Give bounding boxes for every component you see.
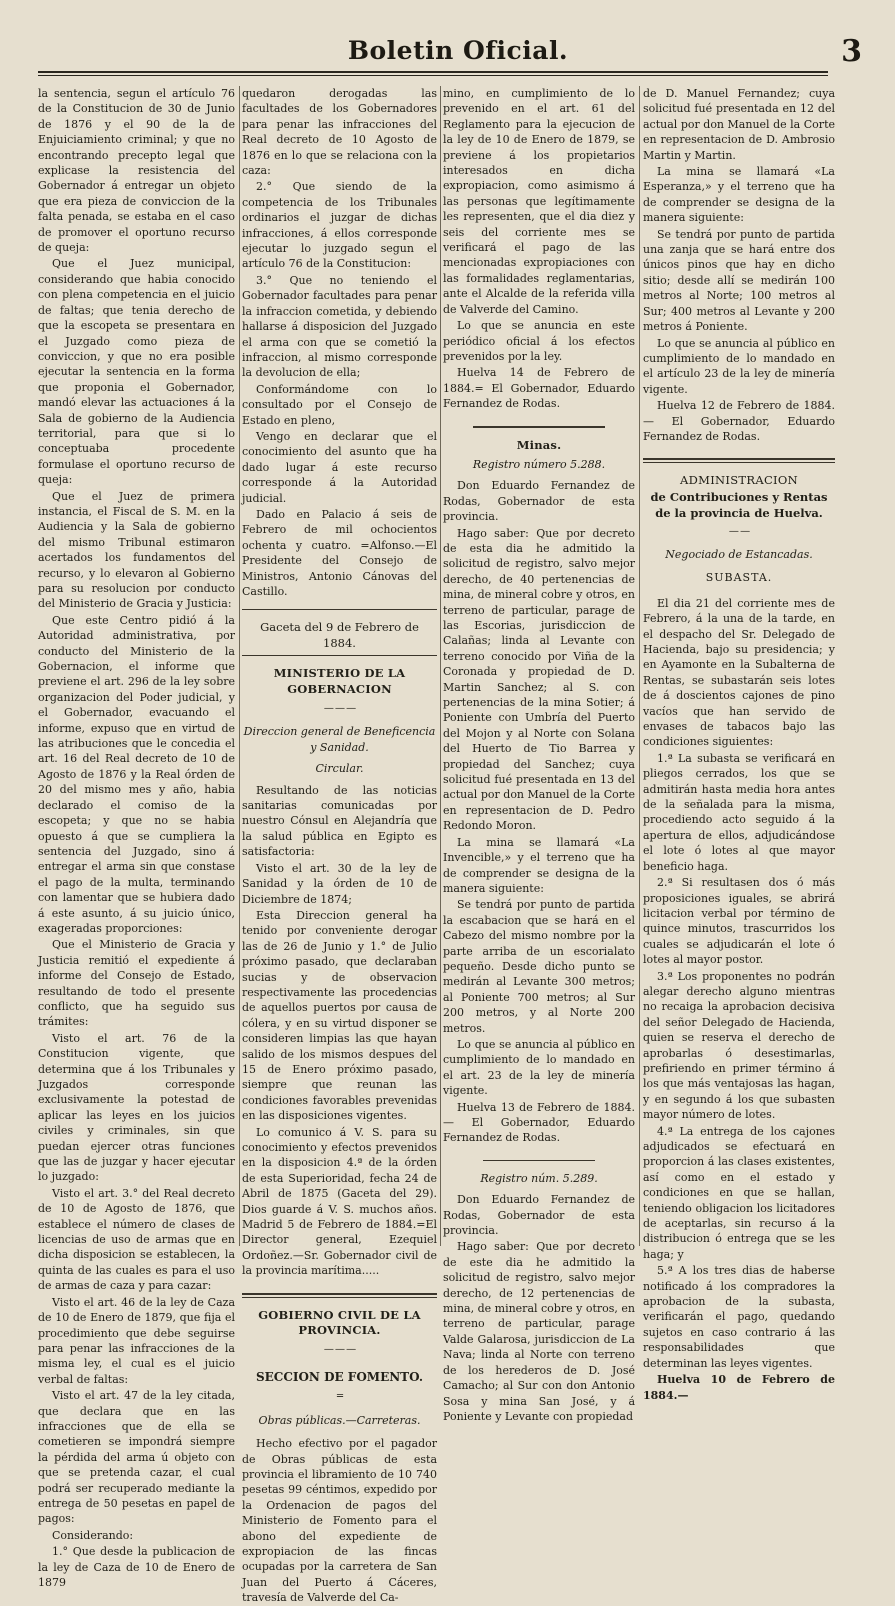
paragraph: Huelva 12 de Febrero de 1884.— El Gobernador, Eduardo Fernandez de Rodas. [643, 399, 835, 443]
gaceta-date: Gaceta del 9 de Febrero de 1884. [260, 620, 419, 650]
section-rule [242, 655, 437, 656]
paragraph: El dia 21 del corriente mes de Febrero, á la una de la tarde, en el despacho del Sr. Delegado de Hacienda, bajo su presidencia; y en Ayamonte en la Subalterna de Rentas, se subastarán seis lotes de á doscientos cajones de pino vacíos que han servido de envases de tabacos bajo las condiciones siguientes: [643, 596, 835, 749]
section-rule [242, 1293, 437, 1298]
paragraph: 3.° Que no teniendo el Gobernador facultades para penar la infraccion cometida, y debiendo hallarse á disposicion del Juzgado el arma con que se cometió la infraccion, al mismo corresponde la devolucion de ella; [242, 273, 437, 380]
paragraph: Hago saber: Que por decreto de este dia he admitido la solicitud de registro, salvo mejor derecho, de 12 pertenencias de mina, de mineral cobre y otros, en terreno de particular, parage Valde Galarosa, jurisdiccion de La Nava; linda al Norte con terreno de los herederos de D. José Camacho; al Sur con don Antonio Sosa y mina San José, y á Poniente y Levante con propiedad [443, 1240, 635, 1423]
separator: — — — [323, 703, 356, 715]
paragraph: Que este Centro pidió á la Autoridad administrativa, por conducto del Ministerio de la Gobernacion, el informe que previene el art. 296 de la ley sobre organizacion del Poder judicial, y el Gobernador, evacuando el informe, expuso que en virtud de las atribuciones que le concedia el art. 16 del Real decreto de 10 de Agosto de 1876 y la Real órden de 20 del mismo mes y año, habia declarado el comiso de la escopeta; y que no se habia opuesto á que se cumpliera la sentencia del Juzgado, sino á entregar el arma sin que constase el pago de la multa, terminando con lamentar que se hubiera dado á este asunto, á su juicio único, exageradas proporciones: [38, 613, 235, 935]
paragraph: Huelva 13 de Febrero de 1884.— El Gobernador, Eduardo Fernandez de Rodas. [443, 1100, 635, 1145]
paragraph: Huelva 14 de Febrero de 1884.= El Gobernador, Eduardo Fernandez de Rodas. [443, 366, 635, 411]
paragraph: Don Eduardo Fernandez de Rodas, Gobernador de esta provincia. [443, 479, 635, 524]
paragraph: Que el Juez de primera instancia, el Fiscal de S. M. en la Audiencia y la Sala de gobierno del mismo Tribunal estimaron acertados los fundamentos del recurso, y lo elevaron al Gobierno para su resolucion por conducto del Ministerio de Gracia y Justicia: [38, 489, 235, 611]
column-2 [242, 86, 437, 1605]
paragraph: Que el Juez municipal, considerando que habia conocido con plena competencia en el juicio de faltas; que tenia derecho de que la escopeta se presentara en el Juzgado como pieza de conviccion, y que no era posible ejecutar la sentencia en la forma que proponia el Gobernador, mandó elevar las actuaciones á la Sala de gobierno de la Audiencia territorial, para que si lo conceptuaba procedente formulase el oportuno recurso de queja: [38, 257, 235, 487]
column-divider [440, 86, 441, 1246]
paragraph: Visto el art. 3.° del Real decreto de 10 de Agosto de 1876, que establece el número de clases de licencias de uso de armas que en dicha disposicion se establecen, la quinta de las cuales es para el uso de armas de caza y para cazar: [38, 1186, 235, 1293]
paragraph: Vengo en declarar que el conocimiento del asunto que ha dado lugar á este recurso corresponde á la Autoridad judicial. [242, 429, 437, 505]
paragraph: mino, en cumplimiento de lo prevenido en el art. 61 del Reglamento para la ejecucion de la ley de 10 de Enero de 1879, se previene á los propietarios interesados en dicha expropiacion, como asimismo á las personas que legítimamente les representen, que el dia diez y seis del corriente mes se verificará el pago de las mencionadas expropiaciones con las formalidades reglamentarias, ante el Alcalde de la referida villa de Valverde del Camino. [443, 87, 635, 316]
column-4 [643, 86, 835, 1402]
paragraph: Hago saber: Que por decreto de esta dia he admitido la solicitud de registro, salvo mejor derecho, de 40 pertenencias de mina, de mineral cobre y otros, en terreno de particular, parage de las Escorias, jurisdiccion de Calañas; linda al Levante con terreno conocido por Viña de la Coronada y propiedad de D. Martin Sanchez; al S. con pertenencias de la mina Sotier; á Poniente con Umbría del Puerto del Mojon y al Norte con Solana del Huerto de Tio Barrea y propiedad del Sanchez; cuya solicitud fué presentada en 13 del actual por don Manuel de la Corte en representacion de D. Pedro Redondo Moron. [443, 526, 635, 833]
paragraph: Lo que se anuncia al público en cumplimiento de lo mandado en el artículo 23 de la ley de minería vigente. [643, 336, 835, 396]
page-number: 3 [841, 34, 862, 69]
paragraph: Se tendrá por punto de partida una zanja que se hará entre dos únicos pinos que hay en dicho sitio; desde allí se medirán 100 metros al Norte; 100 metros al Sur; 400 metros al Levante y 200 metros á Poniente. [643, 227, 835, 334]
paragraph: Lo que se anuncia al público en cumplimiento de lo mandado en el art. 23 de la ley de minería vigente. [443, 1037, 635, 1098]
paragraph: Considerando: [52, 1528, 134, 1542]
seccion-heading: SECCION DE FOMENTO. [255, 1369, 424, 1384]
paragraph: Se tendrá por punto de partida la escabacion que se hará en el Cabezo del mismo nombre por la parte arriba de un escorialato pequeño. Desde dicho punto se medirán al Levante 300 metros; al Poniente 700 metros; al Sur 200 metros, y al Norte 200 metros. [443, 898, 635, 1035]
paragraph: Dado en Palacio á seis de Febrero de mil ochocientos ochenta y cuatro. =Alfonso.—El Presidente del Consejo de Ministros, Antonio Cánovas del Castillo. [242, 507, 437, 598]
direccion-heading: Direccion general de Beneficencia y Sanidad. [243, 725, 436, 754]
minas-heading: Minas. [516, 437, 562, 452]
ministerio-heading: MINISTERIO DE LA GOBERNACION [273, 666, 406, 696]
paragraph: Lo que se anuncia en este periódico oficial á los efectos prevenidos por la ley. [443, 319, 635, 363]
paragraph: 5.ª A los tres dias de haberse notificado á los compradores la aprobacion de la subasta, verificarán el pago, quedando sujetos en caso contrario á las responsabilidades que determinan las leyes vigentes. [643, 1264, 835, 1370]
paragraph: Don Eduardo Fernandez de Rodas, Gobernador de esta provincia. [443, 1193, 635, 1238]
paragraph: Conformándome con lo consultado por el Consejo de Estado en pleno, [242, 382, 437, 427]
paragraph: Resultando de las noticias sanitarias comunicadas por nuestro Cónsul en Alejandría que la salud pública en Egipto es satisfactoria: [242, 783, 437, 859]
paragraph: la sentencia, segun el artículo 76 de la Constitucion de 30 de Junio de 1876 y el 90 de la de Enjuiciamiento criminal; y que no encontrando precepto legal que explicase la resistencia del Gobernador á entregar un objeto que era pieza de conviccion de la falta penada, se estaba en el caso de promover el oportuno recurso de queja: [38, 87, 235, 255]
section-rule [483, 1160, 595, 1161]
negociado-heading: Negociado de Estancadas. [665, 547, 813, 561]
paragraph: 2.ª Si resultasen dos ó más proposiciones iguales, se abrirá licitacion verbal por término de quince minutos, trascurridos los cuales se adjudicarán el lote ó lotes al mayor postor. [643, 876, 835, 967]
section-rule [242, 609, 437, 610]
paragraph: quedaron derogadas las facultades de los Gobernadores para penar las infracciones del Real decreto de 10 Agosto de 1876 en lo que se relaciona con la caza: [242, 87, 437, 178]
admin-heading: ADMINISTRACION [680, 473, 798, 488]
separator: — — — [323, 1344, 356, 1356]
provincia-heading: de la provincia de Huelva. [655, 506, 823, 521]
column-3 [443, 86, 635, 1423]
paragraph: Huelva 10 de Febrero de 1884.— [643, 1373, 835, 1402]
registro-heading: Registro núm. 5.289. [480, 1171, 598, 1185]
gobierno-heading: GOBIERNO CIVIL DE LA PROVINCIA. [258, 1307, 421, 1338]
subasta-heading: SUBASTA. [705, 571, 773, 585]
obras-heading: Obras públicas.—Carreteras. [258, 1413, 421, 1427]
section-rule [473, 426, 605, 428]
paragraph: Esta Direccion general ha tenido por conveniente derogar las de 26 de Junio y 1.° de Julio próximo pasado, que declaraban sucias y de observacion respectivamente las procedencias de aquellos puertos por causa de cólera, y en su virtud disponer se consideren limpias las que hayan salido de los mismos despues del 15 de Enero próximo pasado, siempre que reunan las condiciones favorables prevenidas en las disposiciones vigentes. [242, 908, 437, 1123]
registro-heading: Registro número 5.288. [472, 457, 606, 471]
paragraph: Visto el art. 76 de la Constitucion vigente, que determina que á los Tribunales y Juzgados corresponde exclusivamente la potestad de aplicar las leyes en los juicios civiles y criminales, sin que puedan ejercer otras funciones que las de juzgar y hacer ejecutar lo juzgado: [38, 1031, 235, 1184]
paragraph: 2.° Que siendo de la competencia de los Tribunales ordinarios el juzgar de dichas infracciones, á ellos corresponde ejecutar lo juzgado segun el artículo 76 de la Constitucion: [242, 180, 437, 271]
paragraph: 1.° Que desde la publicacion de la ley de Caza de 10 de Enero de 1879 [38, 1545, 235, 1589]
paragraph: 3.ª Los proponentes no podrán alegar derecho alguno mientras no recaiga la aprobacion decisiva del señor Delegado de Hacienda, quien se reserva el derecho de aprobarlas ó desestimarlas, prefiriendo en primer término á los que más ventajosas las hagan, y en segundo á los que subasten mayor número de lotes. [643, 969, 835, 1122]
paragraph: de D. Manuel Fernandez; cuya solicitud fué presentada en 12 del actual por don Manuel de la Corte en representacion de D. Ambrosio Martin y Martin. [643, 87, 835, 162]
newspaper-title: Boletin Oficial. [347, 36, 569, 65]
paragraph: 4.ª La entrega de los cajones adjudicados se efectuará en proporcion á las clases existentes, así como en el estado y condiciones en que se hallan, teniendo obligacion los licitadores de aceptarlas, sin recurso á la distribucion ó entrega que se les haga; y [643, 1124, 835, 1261]
column-1 [38, 86, 235, 1589]
column-divider [239, 86, 240, 1246]
separator: ═ [336, 1391, 343, 1403]
paragraph: Hecho efectivo por el pagador de Obras públicas de esta provincia el libramiento de 10 740 pesetas 99 céntimos, expedido por la Ordenacion de pagos del Ministerio de Fomento para el abono del expediente de expropiacion de las fincas ocupadas por la carretera de San Juan del Puerto á Cáceres, travesía de Valverde del Ca- [242, 1437, 437, 1605]
masthead [38, 36, 878, 68]
contrib-heading: de Contribuciones y Rentas [650, 489, 828, 504]
column-divider [639, 86, 640, 1246]
paragraph: La mina se llamará «La Invencible,» y el terreno que ha de comprender se designa de la manera siguiente: [443, 835, 635, 895]
paragraph: Que el Ministerio de Gracia y Justicia remitió el expediente á informe del Consejo de Estado, resultando de todo el presente conflicto, que ha seguido sus trámites: [38, 938, 235, 1029]
header-rule-thin [38, 75, 828, 76]
paragraph: La mina se llamará «La Esperanza,» y el terreno que ha de comprender se designa de la manera siguiente: [643, 165, 835, 225]
paragraph: Visto el art. 47 de la ley citada, que declara que en las infracciones que de ella se cometieren se impondrá siempre la pérdida del arma ú objeto con que se pretenda cazar, el cual podrá ser recuperado mediante la entrega de 50 pesetas en papel de pagos: [38, 1389, 235, 1526]
section-rule [643, 458, 835, 463]
paragraph: Visto el art. 46 de la ley de Caza de 10 de Enero de 1879, que fija el procedimiento que debe seguirse para penar las infracciones de la misma ley, el cual es el juicio verbal de faltas: [38, 1295, 235, 1386]
separator: — — [728, 525, 750, 537]
paragraph: 1.ª La subasta se verificará en pliegos cerrados, los que se admitirán hasta media hora antes de la señalada para la misma, procediendo acto seguido á la apertura de ellos, adjudicándose el lote ó lotes al que mayor beneficio haga. [643, 751, 835, 873]
header-rule [38, 71, 828, 73]
paragraph: Lo comunico á V. S. para su conocimiento y efectos prevenidos en la disposicion 4.ª de la órden de esta Superioridad, fecha 24 de Abril de 1875 (Gaceta del 29). Dios guarde á V. S. muchos años. Madrid 5 de Febrero de 1884.=El Director general, Ezequiel Ordoñez.—Sr. Gobernador civil de la provincia marítima..... [242, 1125, 437, 1278]
circular-heading: Circular. [315, 762, 364, 776]
paragraph: Visto el art. 30 de la ley de Sanidad y la órden de 10 de Diciembre de 1874; [242, 861, 437, 906]
